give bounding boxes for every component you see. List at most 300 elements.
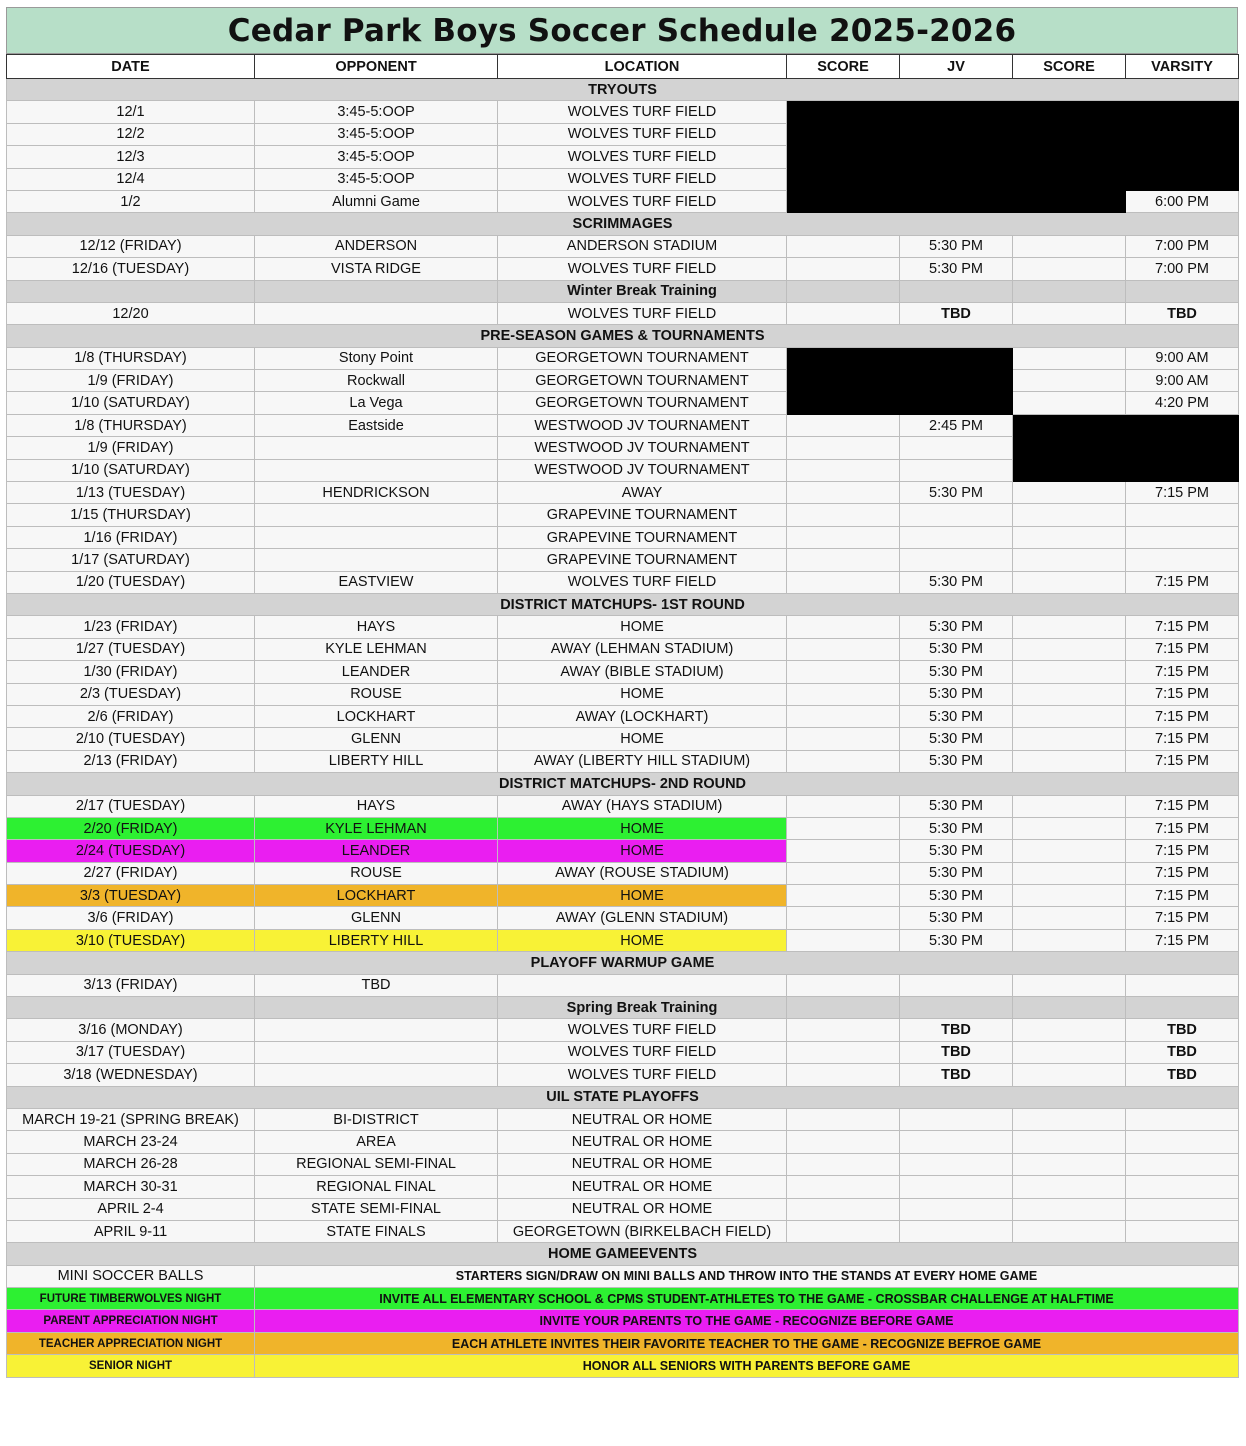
location-cell: WOLVES TURF FIELD xyxy=(498,571,787,593)
date-cell: 12/3 xyxy=(7,146,255,168)
jv-time-cell: 5:30 PM xyxy=(900,235,1013,257)
opponent-cell xyxy=(255,1019,498,1041)
jv-score-cell xyxy=(787,1198,900,1220)
schedule-sheet xyxy=(6,7,1238,1378)
event-row xyxy=(7,1288,1239,1310)
date-cell: 1/27 (TUESDAY) xyxy=(7,638,255,660)
location-cell: WOLVES TURF FIELD xyxy=(498,1064,787,1086)
location-cell: WESTWOOD JV TOURNAMENT xyxy=(498,414,787,436)
varsity-time-cell: TBD xyxy=(1126,302,1239,324)
game-row xyxy=(7,123,1239,145)
opponent-cell: GLENN xyxy=(255,907,498,929)
jv-score-cell xyxy=(787,190,900,212)
event-name-cell: TEACHER APPRECIATION NIGHT xyxy=(7,1332,255,1354)
game-row xyxy=(7,549,1239,571)
opponent-cell: ROUSE xyxy=(255,683,498,705)
varsity-time-cell: 9:00 AM xyxy=(1126,370,1239,392)
game-row xyxy=(7,1131,1239,1153)
opponent-cell: BI-DISTRICT xyxy=(255,1108,498,1130)
varsity-score-cell xyxy=(1013,235,1126,257)
jv-time-cell xyxy=(900,168,1013,190)
location-cell: WOLVES TURF FIELD xyxy=(498,168,787,190)
varsity-time-cell: 7:15 PM xyxy=(1126,817,1239,839)
empty-cell xyxy=(7,997,255,1019)
game-row xyxy=(7,1220,1239,1242)
section-header-row xyxy=(7,1086,1239,1108)
date-cell: 1/10 (SATURDAY) xyxy=(7,459,255,481)
location-cell: AWAY (LOCKHART) xyxy=(498,705,787,727)
empty-cell xyxy=(1126,997,1239,1019)
jv-time-cell: 5:30 PM xyxy=(900,728,1013,750)
section-header-row xyxy=(7,1243,1239,1265)
jv-time-cell xyxy=(900,974,1013,996)
varsity-time-cell xyxy=(1126,549,1239,571)
location-cell: WOLVES TURF FIELD xyxy=(498,146,787,168)
date-cell: MARCH 30-31 xyxy=(7,1176,255,1198)
event-description-cell: STARTERS SIGN/DRAW ON MINI BALLS AND THROW INTO THE STANDS AT EVERY HOME GAME xyxy=(255,1265,1239,1287)
varsity-time-cell: 7:15 PM xyxy=(1126,638,1239,660)
location-cell: AWAY xyxy=(498,482,787,504)
date-cell: 3/16 (MONDAY) xyxy=(7,1019,255,1041)
section-header-row xyxy=(7,952,1239,974)
date-cell: MARCH 19-21 (SPRING BREAK) xyxy=(7,1108,255,1130)
game-row xyxy=(7,190,1239,212)
game-row xyxy=(7,101,1239,123)
date-cell: 1/8 (THURSDAY) xyxy=(7,347,255,369)
location-cell: HOME xyxy=(498,929,787,951)
varsity-time-cell xyxy=(1126,504,1239,526)
jv-score-cell xyxy=(787,101,900,123)
game-row xyxy=(7,571,1239,593)
date-cell: MARCH 23-24 xyxy=(7,1131,255,1153)
date-cell: 12/2 xyxy=(7,123,255,145)
empty-cell xyxy=(255,997,498,1019)
location-cell: AWAY (LEHMAN STADIUM) xyxy=(498,638,787,660)
jv-score-cell xyxy=(787,459,900,481)
empty-cell xyxy=(7,280,255,302)
varsity-score-cell xyxy=(1013,907,1126,929)
opponent-cell xyxy=(255,459,498,481)
game-row xyxy=(7,1198,1239,1220)
section-label: DISTRICT MATCHUPS- 1ST ROUND xyxy=(7,593,1239,615)
jv-score-cell xyxy=(787,235,900,257)
location-cell: ANDERSON STADIUM xyxy=(498,235,787,257)
varsity-score-cell xyxy=(1013,123,1126,145)
varsity-score-cell xyxy=(1013,437,1126,459)
opponent-cell: LEANDER xyxy=(255,840,498,862)
jv-time-cell xyxy=(900,1108,1013,1130)
varsity-score-cell xyxy=(1013,414,1126,436)
jv-time-cell xyxy=(900,392,1013,414)
location-cell: HOME xyxy=(498,728,787,750)
jv-score-cell xyxy=(787,638,900,660)
location-cell: AWAY (ROUSE STADIUM) xyxy=(498,862,787,884)
event-name-cell: PARENT APPRECIATION NIGHT xyxy=(7,1310,255,1332)
date-cell: 2/3 (TUESDAY) xyxy=(7,683,255,705)
varsity-time-cell xyxy=(1126,1220,1239,1242)
jv-time-cell xyxy=(900,437,1013,459)
varsity-time-cell: TBD xyxy=(1126,1064,1239,1086)
location-cell: NEUTRAL OR HOME xyxy=(498,1153,787,1175)
event-row xyxy=(7,1265,1239,1287)
jv-score-cell xyxy=(787,549,900,571)
date-cell: 3/18 (WEDNESDAY) xyxy=(7,1064,255,1086)
varsity-score-cell xyxy=(1013,862,1126,884)
varsity-score-cell xyxy=(1013,571,1126,593)
section-label: PLAYOFF WARMUP GAME xyxy=(7,952,1239,974)
opponent-cell: 3:45-5:OOP xyxy=(255,168,498,190)
varsity-time-cell xyxy=(1126,123,1239,145)
date-cell: 2/27 (FRIDAY) xyxy=(7,862,255,884)
opponent-cell xyxy=(255,1041,498,1063)
game-row xyxy=(7,728,1239,750)
opponent-cell: Stony Point xyxy=(255,347,498,369)
location-cell: HOME xyxy=(498,840,787,862)
opponent-cell xyxy=(255,302,498,324)
location-cell: HOME xyxy=(498,683,787,705)
location-cell: AWAY (HAYS STADIUM) xyxy=(498,795,787,817)
event-name-cell: SENIOR NIGHT xyxy=(7,1355,255,1377)
section-label: SCRIMMAGES xyxy=(7,213,1239,235)
event-description-cell: EACH ATHLETE INVITES THEIR FAVORITE TEACHER TO THE GAME - RECOGNIZE BEFROE GAME xyxy=(255,1332,1239,1354)
jv-score-cell xyxy=(787,302,900,324)
varsity-time-cell: 7:15 PM xyxy=(1126,705,1239,727)
game-row xyxy=(7,862,1239,884)
location-cell: WOLVES TURF FIELD xyxy=(498,101,787,123)
date-cell: 3/10 (TUESDAY) xyxy=(7,929,255,951)
varsity-score-cell xyxy=(1013,392,1126,414)
date-cell: 1/15 (THURSDAY) xyxy=(7,504,255,526)
varsity-score-cell xyxy=(1013,616,1126,638)
jv-time-cell: 5:30 PM xyxy=(900,705,1013,727)
location-cell: GEORGETOWN TOURNAMENT xyxy=(498,392,787,414)
game-row xyxy=(7,347,1239,369)
header-score: SCORE xyxy=(787,55,900,79)
varsity-time-cell xyxy=(1126,1198,1239,1220)
varsity-score-cell xyxy=(1013,750,1126,772)
varsity-time-cell: TBD xyxy=(1126,1019,1239,1041)
varsity-score-cell xyxy=(1013,1064,1126,1086)
location-cell: AWAY (LIBERTY HILL STADIUM) xyxy=(498,750,787,772)
game-row xyxy=(7,885,1239,907)
empty-cell xyxy=(255,280,498,302)
game-row xyxy=(7,504,1239,526)
varsity-time-cell: 7:15 PM xyxy=(1126,885,1239,907)
jv-score-cell xyxy=(787,1176,900,1198)
game-row xyxy=(7,258,1239,280)
date-cell: 3/3 (TUESDAY) xyxy=(7,885,255,907)
varsity-time-cell: 7:15 PM xyxy=(1126,795,1239,817)
date-cell: 12/1 xyxy=(7,101,255,123)
opponent-cell xyxy=(255,504,498,526)
location-cell: WOLVES TURF FIELD xyxy=(498,302,787,324)
varsity-time-cell: 9:00 AM xyxy=(1126,347,1239,369)
varsity-score-cell xyxy=(1013,974,1126,996)
game-row xyxy=(7,1064,1239,1086)
jv-time-cell xyxy=(900,459,1013,481)
opponent-cell: ROUSE xyxy=(255,862,498,884)
varsity-score-cell xyxy=(1013,1041,1126,1063)
jv-score-cell xyxy=(787,1019,900,1041)
game-row xyxy=(7,482,1239,504)
location-cell: NEUTRAL OR HOME xyxy=(498,1198,787,1220)
varsity-score-cell xyxy=(1013,1108,1126,1130)
varsity-score-cell xyxy=(1013,168,1126,190)
varsity-time-cell: 7:15 PM xyxy=(1126,929,1239,951)
header-date: DATE xyxy=(7,55,255,79)
event-name-cell: MINI SOCCER BALLS xyxy=(7,1265,255,1287)
varsity-score-cell xyxy=(1013,1153,1126,1175)
event-name-cell: FUTURE TIMBERWOLVES NIGHT xyxy=(7,1288,255,1310)
empty-cell xyxy=(787,280,900,302)
varsity-time-cell: 7:15 PM xyxy=(1126,616,1239,638)
location-cell: NEUTRAL OR HOME xyxy=(498,1176,787,1198)
varsity-time-cell xyxy=(1126,168,1239,190)
jv-score-cell xyxy=(787,370,900,392)
jv-time-cell: TBD xyxy=(900,1064,1013,1086)
jv-score-cell xyxy=(787,258,900,280)
jv-time-cell: 5:30 PM xyxy=(900,616,1013,638)
jv-time-cell xyxy=(900,347,1013,369)
event-row xyxy=(7,1332,1239,1354)
opponent-cell: 3:45-5:OOP xyxy=(255,123,498,145)
opponent-cell: LEANDER xyxy=(255,661,498,683)
varsity-time-cell xyxy=(1126,459,1239,481)
varsity-time-cell xyxy=(1126,1153,1239,1175)
location-cell: WOLVES TURF FIELD xyxy=(498,123,787,145)
date-cell: 3/17 (TUESDAY) xyxy=(7,1041,255,1063)
location-cell: NEUTRAL OR HOME xyxy=(498,1131,787,1153)
empty-cell xyxy=(1013,997,1126,1019)
section-header-row xyxy=(7,213,1239,235)
varsity-score-cell xyxy=(1013,929,1126,951)
header-opponent: OPPONENT xyxy=(255,55,498,79)
subsection-label: Spring Break Training xyxy=(498,997,787,1019)
varsity-time-cell: 7:15 PM xyxy=(1126,728,1239,750)
jv-score-cell xyxy=(787,347,900,369)
jv-score-cell xyxy=(787,571,900,593)
opponent-cell: LOCKHART xyxy=(255,705,498,727)
game-row xyxy=(7,235,1239,257)
jv-time-cell: 5:30 PM xyxy=(900,929,1013,951)
jv-score-cell xyxy=(787,840,900,862)
location-cell: HOME xyxy=(498,817,787,839)
date-cell: APRIL 9-11 xyxy=(7,1220,255,1242)
subsection-header-row xyxy=(7,997,1239,1019)
jv-score-cell xyxy=(787,414,900,436)
jv-time-cell xyxy=(900,370,1013,392)
date-cell: 12/12 (FRIDAY) xyxy=(7,235,255,257)
location-cell: NEUTRAL OR HOME xyxy=(498,1108,787,1130)
game-row xyxy=(7,459,1239,481)
schedule-title: Cedar Park Boys Soccer Schedule 2025-2026 xyxy=(6,7,1238,54)
jv-score-cell xyxy=(787,168,900,190)
header-score-2: SCORE xyxy=(1013,55,1126,79)
jv-score-cell xyxy=(787,1108,900,1130)
opponent-cell: Eastside xyxy=(255,414,498,436)
location-cell: GEORGETOWN (BIRKELBACH FIELD) xyxy=(498,1220,787,1242)
jv-time-cell: TBD xyxy=(900,1019,1013,1041)
game-row xyxy=(7,1108,1239,1130)
empty-cell xyxy=(787,997,900,1019)
jv-score-cell xyxy=(787,437,900,459)
section-label: UIL STATE PLAYOFFS xyxy=(7,1086,1239,1108)
jv-score-cell xyxy=(787,1153,900,1175)
location-cell: GEORGETOWN TOURNAMENT xyxy=(498,370,787,392)
header-row xyxy=(7,55,1239,79)
varsity-time-cell xyxy=(1126,146,1239,168)
date-cell: 3/6 (FRIDAY) xyxy=(7,907,255,929)
varsity-score-cell xyxy=(1013,817,1126,839)
jv-score-cell xyxy=(787,750,900,772)
game-row xyxy=(7,1153,1239,1175)
game-row xyxy=(7,168,1239,190)
varsity-time-cell: 7:00 PM xyxy=(1126,258,1239,280)
varsity-time-cell: 4:20 PM xyxy=(1126,392,1239,414)
opponent-cell: REGIONAL FINAL xyxy=(255,1176,498,1198)
jv-time-cell: 5:30 PM xyxy=(900,862,1013,884)
jv-score-cell xyxy=(787,885,900,907)
opponent-cell: REGIONAL SEMI-FINAL xyxy=(255,1153,498,1175)
varsity-score-cell xyxy=(1013,482,1126,504)
header-location: LOCATION xyxy=(498,55,787,79)
game-row xyxy=(7,974,1239,996)
varsity-score-cell xyxy=(1013,728,1126,750)
jv-score-cell xyxy=(787,683,900,705)
jv-time-cell xyxy=(900,190,1013,212)
opponent-cell xyxy=(255,437,498,459)
jv-score-cell xyxy=(787,705,900,727)
opponent-cell xyxy=(255,1064,498,1086)
jv-score-cell xyxy=(787,1131,900,1153)
varsity-score-cell xyxy=(1013,258,1126,280)
jv-score-cell xyxy=(787,795,900,817)
varsity-score-cell xyxy=(1013,549,1126,571)
date-cell: 12/4 xyxy=(7,168,255,190)
date-cell: 1/9 (FRIDAY) xyxy=(7,437,255,459)
section-header-row xyxy=(7,593,1239,615)
varsity-time-cell: 7:15 PM xyxy=(1126,750,1239,772)
varsity-score-cell xyxy=(1013,504,1126,526)
game-row xyxy=(7,302,1239,324)
section-label: PRE-SEASON GAMES & TOURNAMENTS xyxy=(7,325,1239,347)
date-cell: 3/13 (FRIDAY) xyxy=(7,974,255,996)
header-varsity: VARSITY xyxy=(1126,55,1239,79)
varsity-time-cell: 7:15 PM xyxy=(1126,840,1239,862)
section-label: TRYOUTS xyxy=(7,79,1239,101)
date-cell: 1/20 (TUESDAY) xyxy=(7,571,255,593)
event-row xyxy=(7,1355,1239,1377)
jv-time-cell xyxy=(900,146,1013,168)
varsity-score-cell xyxy=(1013,347,1126,369)
location-cell xyxy=(498,974,787,996)
varsity-time-cell: 7:15 PM xyxy=(1126,482,1239,504)
jv-time-cell xyxy=(900,549,1013,571)
varsity-time-cell xyxy=(1126,526,1239,548)
date-cell: 1/16 (FRIDAY) xyxy=(7,526,255,548)
varsity-time-cell: 6:00 PM xyxy=(1126,190,1239,212)
section-label: HOME GAMEEVENTS xyxy=(7,1243,1239,1265)
jv-score-cell xyxy=(787,1220,900,1242)
location-cell: HOME xyxy=(498,885,787,907)
jv-time-cell xyxy=(900,1153,1013,1175)
jv-score-cell xyxy=(787,862,900,884)
game-row xyxy=(7,929,1239,951)
jv-score-cell xyxy=(787,728,900,750)
opponent-cell: TBD xyxy=(255,974,498,996)
jv-score-cell xyxy=(787,392,900,414)
opponent-cell: LOCKHART xyxy=(255,885,498,907)
event-description-cell: INVITE ALL ELEMENTARY SCHOOL & CPMS STUDENT-ATHLETES TO THE GAME - CROSSBAR CHALLENGE AT HALFTIME xyxy=(255,1288,1239,1310)
varsity-score-cell xyxy=(1013,459,1126,481)
location-cell: GRAPEVINE TOURNAMENT xyxy=(498,504,787,526)
varsity-score-cell xyxy=(1013,1019,1126,1041)
varsity-time-cell: TBD xyxy=(1126,1041,1239,1063)
header-jv: JV xyxy=(900,55,1013,79)
game-row xyxy=(7,705,1239,727)
opponent-cell: HAYS xyxy=(255,616,498,638)
location-cell: WESTWOOD JV TOURNAMENT xyxy=(498,437,787,459)
game-row xyxy=(7,817,1239,839)
section-header-row xyxy=(7,79,1239,101)
jv-score-cell xyxy=(787,929,900,951)
jv-time-cell: 5:30 PM xyxy=(900,840,1013,862)
opponent-cell: HAYS xyxy=(255,795,498,817)
date-cell: APRIL 2-4 xyxy=(7,1198,255,1220)
varsity-time-cell xyxy=(1126,101,1239,123)
varsity-time-cell xyxy=(1126,1108,1239,1130)
opponent-cell: ANDERSON xyxy=(255,235,498,257)
varsity-time-cell: 7:00 PM xyxy=(1126,235,1239,257)
opponent-cell: STATE FINALS xyxy=(255,1220,498,1242)
jv-score-cell xyxy=(787,1041,900,1063)
opponent-cell: VISTA RIDGE xyxy=(255,258,498,280)
section-header-row xyxy=(7,325,1239,347)
game-row xyxy=(7,616,1239,638)
game-row xyxy=(7,750,1239,772)
jv-time-cell: TBD xyxy=(900,1041,1013,1063)
varsity-score-cell xyxy=(1013,705,1126,727)
date-cell: 1/2 xyxy=(7,190,255,212)
opponent-cell: KYLE LEHMAN xyxy=(255,817,498,839)
varsity-score-cell xyxy=(1013,885,1126,907)
game-row xyxy=(7,414,1239,436)
date-cell: 2/10 (TUESDAY) xyxy=(7,728,255,750)
opponent-cell: Alumni Game xyxy=(255,190,498,212)
game-row xyxy=(7,526,1239,548)
date-cell: 1/17 (SATURDAY) xyxy=(7,549,255,571)
opponent-cell: EASTVIEW xyxy=(255,571,498,593)
location-cell: WOLVES TURF FIELD xyxy=(498,258,787,280)
varsity-score-cell xyxy=(1013,370,1126,392)
jv-score-cell xyxy=(787,146,900,168)
empty-cell xyxy=(1013,280,1126,302)
game-row xyxy=(7,638,1239,660)
varsity-score-cell xyxy=(1013,1176,1126,1198)
varsity-time-cell: 7:15 PM xyxy=(1126,683,1239,705)
section-label: DISTRICT MATCHUPS- 2ND ROUND xyxy=(7,773,1239,795)
jv-time-cell: TBD xyxy=(900,302,1013,324)
jv-time-cell: 5:30 PM xyxy=(900,750,1013,772)
date-cell: 1/9 (FRIDAY) xyxy=(7,370,255,392)
jv-time-cell: 5:30 PM xyxy=(900,482,1013,504)
game-row xyxy=(7,661,1239,683)
jv-score-cell xyxy=(787,616,900,638)
subsection-label: Winter Break Training xyxy=(498,280,787,302)
jv-time-cell: 5:30 PM xyxy=(900,817,1013,839)
game-row xyxy=(7,907,1239,929)
jv-time-cell: 5:30 PM xyxy=(900,571,1013,593)
